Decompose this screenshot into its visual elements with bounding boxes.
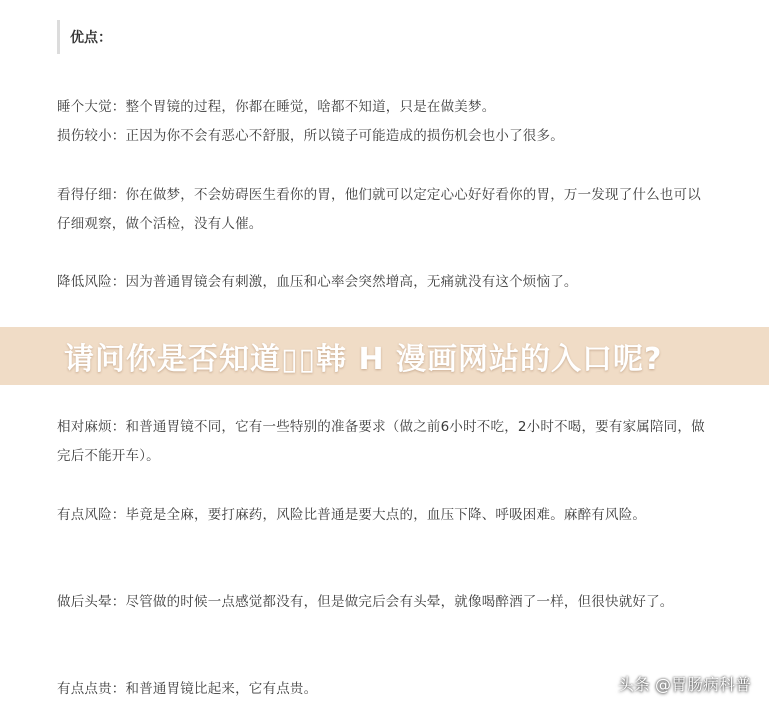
source-watermark: 头条 @胃肠病科普 (617, 675, 751, 694)
paragraph-some-risk: 有点风险：毕竟是全麻，要打麻药，风险比普通是要大点的，血压下降、呼吸困难。麻醉有风险。 (57, 507, 647, 523)
title-banner (0, 327, 769, 385)
paragraph-sleep: 睡个大觉：整个胃镜的过程，你都在睡觉，啥都不知道，只是在做美梦。 (57, 99, 496, 115)
paragraph-lower-risk: 降低风险：因为普通胃镜会有刺激，血压和心率会突然增高，无痛就没有这个烦恼了。 (57, 274, 578, 290)
paragraph-troublesome: 相对麻烦：和普通胃镜不同，它有一些特别的准备要求（做之前6小时不吃，2小时不喝，要有家属陪同，做完后不能开车）。 (57, 419, 705, 464)
banner-title-part1: 请问你是否知道▯▯韩 (64, 342, 348, 377)
paragraph-less-damage: 损伤较小：正因为你不会有恶心不舒服，所以镜子可能造成的损伤机会也小了很多。 (57, 128, 564, 144)
paragraph-dizziness: 做后头晕：尽管做的时候一点感觉都没有，但是做完后会有头晕，就像喝醉酒了一样，但很快就好了。 (57, 594, 674, 610)
pros-heading (57, 20, 112, 54)
pros-heading-text: 优点： (70, 30, 112, 46)
banner-title-part2: 漫画网站的入口呢? (396, 342, 663, 377)
banner-title-h: H (358, 342, 385, 377)
paragraph-expensive: 有点点贵：和普通胃镜比起来，它有点贵。 (57, 681, 318, 697)
banner-title (64, 334, 662, 378)
paragraph-careful-look: 看得仔细：你在做梦，不会妨碍医生看你的胃，他们就可以定定心心好好看你的胃，万一发现了什么也可以仔细观察，做个活检，没有人催。 (57, 187, 701, 232)
